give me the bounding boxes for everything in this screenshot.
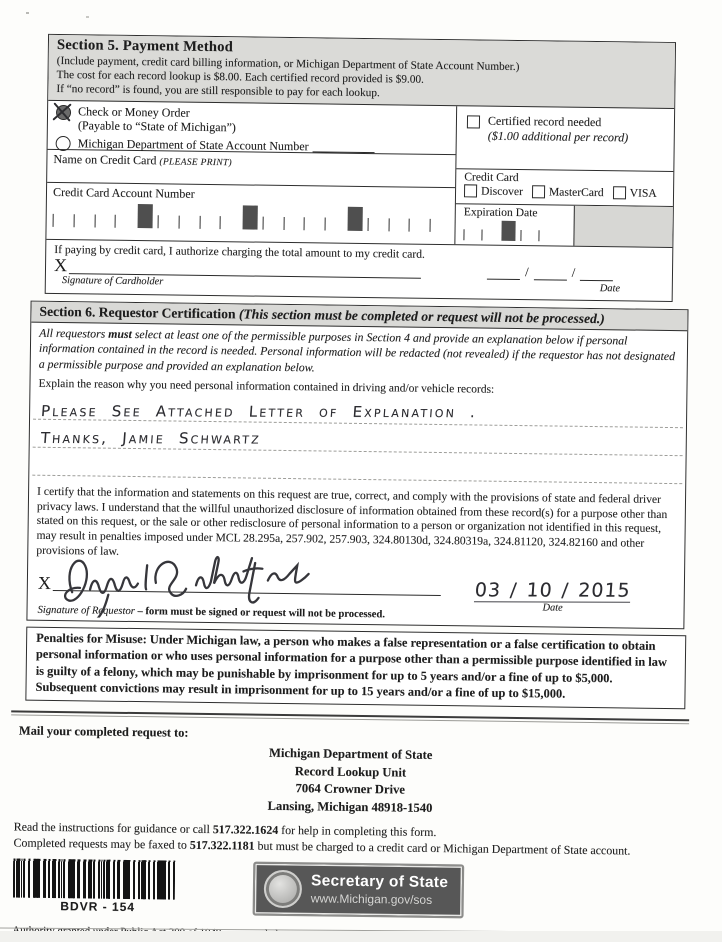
card-brand-label: Credit Card bbox=[464, 170, 519, 185]
authorize-text: If paying by credit card, I authorize charging the total amount to my credit card. bbox=[54, 242, 425, 261]
address-line-2: Record Lookup Unit bbox=[294, 763, 407, 780]
section-divider bbox=[11, 710, 689, 724]
cardholder-signature-row bbox=[46, 239, 673, 301]
account-number-label: Michigan Department of State Account Number bbox=[77, 135, 309, 153]
brand-discover-option bbox=[464, 184, 523, 198]
section5-subtitle-1: (Include payment, credit card billing information, or Michigan Department of State Account Number.) bbox=[56, 54, 520, 74]
address-line-3: 7064 Crowner Drive bbox=[295, 781, 405, 797]
check-money-order-label: Check or Money Order bbox=[77, 104, 190, 120]
secretary-of-state-badge bbox=[253, 861, 465, 918]
requestor-signature-row bbox=[38, 558, 675, 612]
help-phone-number: 517.322.1624 bbox=[212, 821, 279, 837]
requestor-signature-scrawl bbox=[55, 541, 386, 621]
section5-subtitle-2: The cost for each record lookup is $8.00. Each certified record provided is $9.00. bbox=[56, 68, 424, 86]
instruction-line-2: Completed requests may be faxed to 517.322.1181 but must be charged to a credit card or Michigan Department of State account. bbox=[13, 835, 631, 858]
requestor-date-field[interactable] bbox=[468, 578, 638, 614]
discover-label: Discover bbox=[480, 184, 524, 199]
certified-record-option bbox=[456, 106, 674, 172]
cardholder-x-mark: X bbox=[53, 254, 68, 276]
section5-title: Section 5. Payment Method bbox=[56, 36, 234, 56]
certified-record-label: Certified record needed bbox=[487, 113, 602, 130]
requestor-signature-label: Signature of Requestor – form must be signed or request will not be processed. bbox=[37, 604, 386, 620]
expiration-label: Expiration Date bbox=[463, 205, 538, 220]
brand-visa-option bbox=[613, 186, 657, 200]
address-line-4: Lansing, Michigan 48918-1540 bbox=[267, 798, 433, 815]
shaded-area bbox=[573, 206, 673, 247]
handwritten-date: 03 / 10 / 2015 bbox=[474, 578, 632, 602]
badge-title: Secretary of State bbox=[310, 872, 449, 892]
footer-row bbox=[13, 858, 686, 921]
payment-options bbox=[48, 101, 457, 155]
section6-requestor-certification bbox=[26, 301, 688, 629]
account-number-field[interactable] bbox=[312, 140, 374, 153]
penalties-for-misuse bbox=[25, 626, 686, 709]
mastercard-label: MasterCard bbox=[548, 185, 604, 200]
visa-label: VISA bbox=[629, 186, 657, 200]
mastercard-checkbox[interactable] bbox=[532, 185, 545, 198]
mailing-address bbox=[14, 742, 687, 821]
cardholder-date-label: Date bbox=[599, 283, 621, 295]
scan-edge-shadow bbox=[0, 931, 722, 942]
card-number-label: Credit Card Account Number bbox=[52, 184, 195, 201]
card-brand-row bbox=[456, 169, 673, 207]
cardholder-date-field[interactable]: / / bbox=[487, 264, 613, 282]
account-number-radio[interactable] bbox=[56, 136, 71, 151]
barcode bbox=[13, 858, 175, 899]
visa-checkbox[interactable] bbox=[613, 186, 626, 199]
payment-right-column bbox=[455, 106, 674, 247]
section6-title: Section 6. Requestor Certification bbox=[39, 303, 236, 322]
discover-checkbox[interactable] bbox=[464, 184, 477, 197]
fax-phone-number: 517.322.1181 bbox=[189, 837, 255, 853]
name-on-card-label: Name on Credit Card bbox=[53, 151, 157, 168]
payment-grid bbox=[46, 101, 674, 247]
expiration-field[interactable] bbox=[455, 204, 574, 246]
expiration-digit-guides bbox=[463, 218, 573, 241]
explain-label: Explain the reason why you need personal information contained in driving and/or vehicle records: bbox=[38, 377, 495, 396]
handwritten-explanation-1: Please See Attached Letter of Explanation . bbox=[40, 402, 478, 422]
penalties-body: Under Michigan law, a person who makes a false representation or a false certification to obtain personal information or who uses personal information for a purpose other than a permissible purpose identified in law is guilty of a felony, which may be punishable by imprisonment for up to 5 years and/or a fine of up to $5,000. Subsequent convictions may result in imprisonment for up to 15 years and/or a fine of up to $15,000. bbox=[35, 631, 667, 701]
mail-label: Mail your completed request to: bbox=[18, 723, 189, 740]
requestor-x-mark: X bbox=[37, 572, 52, 593]
brand-mastercard-option bbox=[532, 185, 604, 199]
section5-subtitle-3: If “no record” is found, you are still responsible to pay for each lookup. bbox=[56, 82, 380, 100]
section5-header bbox=[48, 35, 675, 109]
payment-left-column bbox=[46, 101, 457, 244]
address-line-1: Michigan Department of State bbox=[268, 745, 433, 763]
card-number-field[interactable] bbox=[47, 183, 456, 232]
certified-record-sublabel: ($1.00 additional per record) bbox=[487, 128, 629, 145]
check-money-order-sublabel: (Payable to “State of Michigan”) bbox=[77, 118, 236, 135]
barcode-block bbox=[13, 858, 184, 914]
penalties-lead: Penalties for Misuse: bbox=[36, 630, 147, 646]
handwritten-explanation-2: Thanks, Jamie Schwartz bbox=[40, 428, 262, 448]
please-print-hint: (PLEASE PRINT) bbox=[159, 157, 232, 169]
mailing-instructions bbox=[13, 724, 687, 860]
cardholder-signature-label: Signature of Cardholder bbox=[61, 275, 164, 288]
check-money-order-radio[interactable] bbox=[56, 105, 71, 120]
instruction-line-1: Read the instructions for guidance or call 517.322.1624 for help in completing this form. bbox=[13, 819, 437, 839]
barcode-label: BDVR - 154 bbox=[60, 898, 136, 914]
name-on-card-field[interactable] bbox=[47, 150, 455, 188]
section6-title-note: (This section must be completed or request will not be processed.) bbox=[238, 306, 605, 327]
card-number-digit-guides bbox=[53, 201, 451, 232]
state-seal-icon bbox=[264, 869, 302, 907]
expiration-row bbox=[455, 204, 673, 247]
certification-text: I certify that the information and statements on this request are true, correct, and comply with the provisions of state and federal driver privacy laws. I understand that the willful unauthorized disclosure of information obtained from these record(s) for a purpose other than stated on this request, or the sale or other redisclosure of personal information to a person or organization not identified in this request, may result in penalties imposed under MCL 28.295a, 257.902, 257.903, 324.80130d, 324.80319a, 324.81120, 324.82160 and other provisions of law. bbox=[36, 484, 668, 558]
requestor-date-label: Date bbox=[542, 601, 563, 614]
section5-payment-method bbox=[45, 34, 676, 302]
certified-record-checkbox[interactable] bbox=[467, 115, 480, 128]
badge-url: www.Michigan.gov/sos bbox=[310, 891, 433, 907]
section6-intro: All requestors must select at least one of the permissible purposes in Section 4 and provide an explanation below if personal information contained in the record is needed. Personal information will be redacted (not revealed) if the requestor has not designated a permissible purpose and provided an explanation below. bbox=[38, 325, 676, 375]
